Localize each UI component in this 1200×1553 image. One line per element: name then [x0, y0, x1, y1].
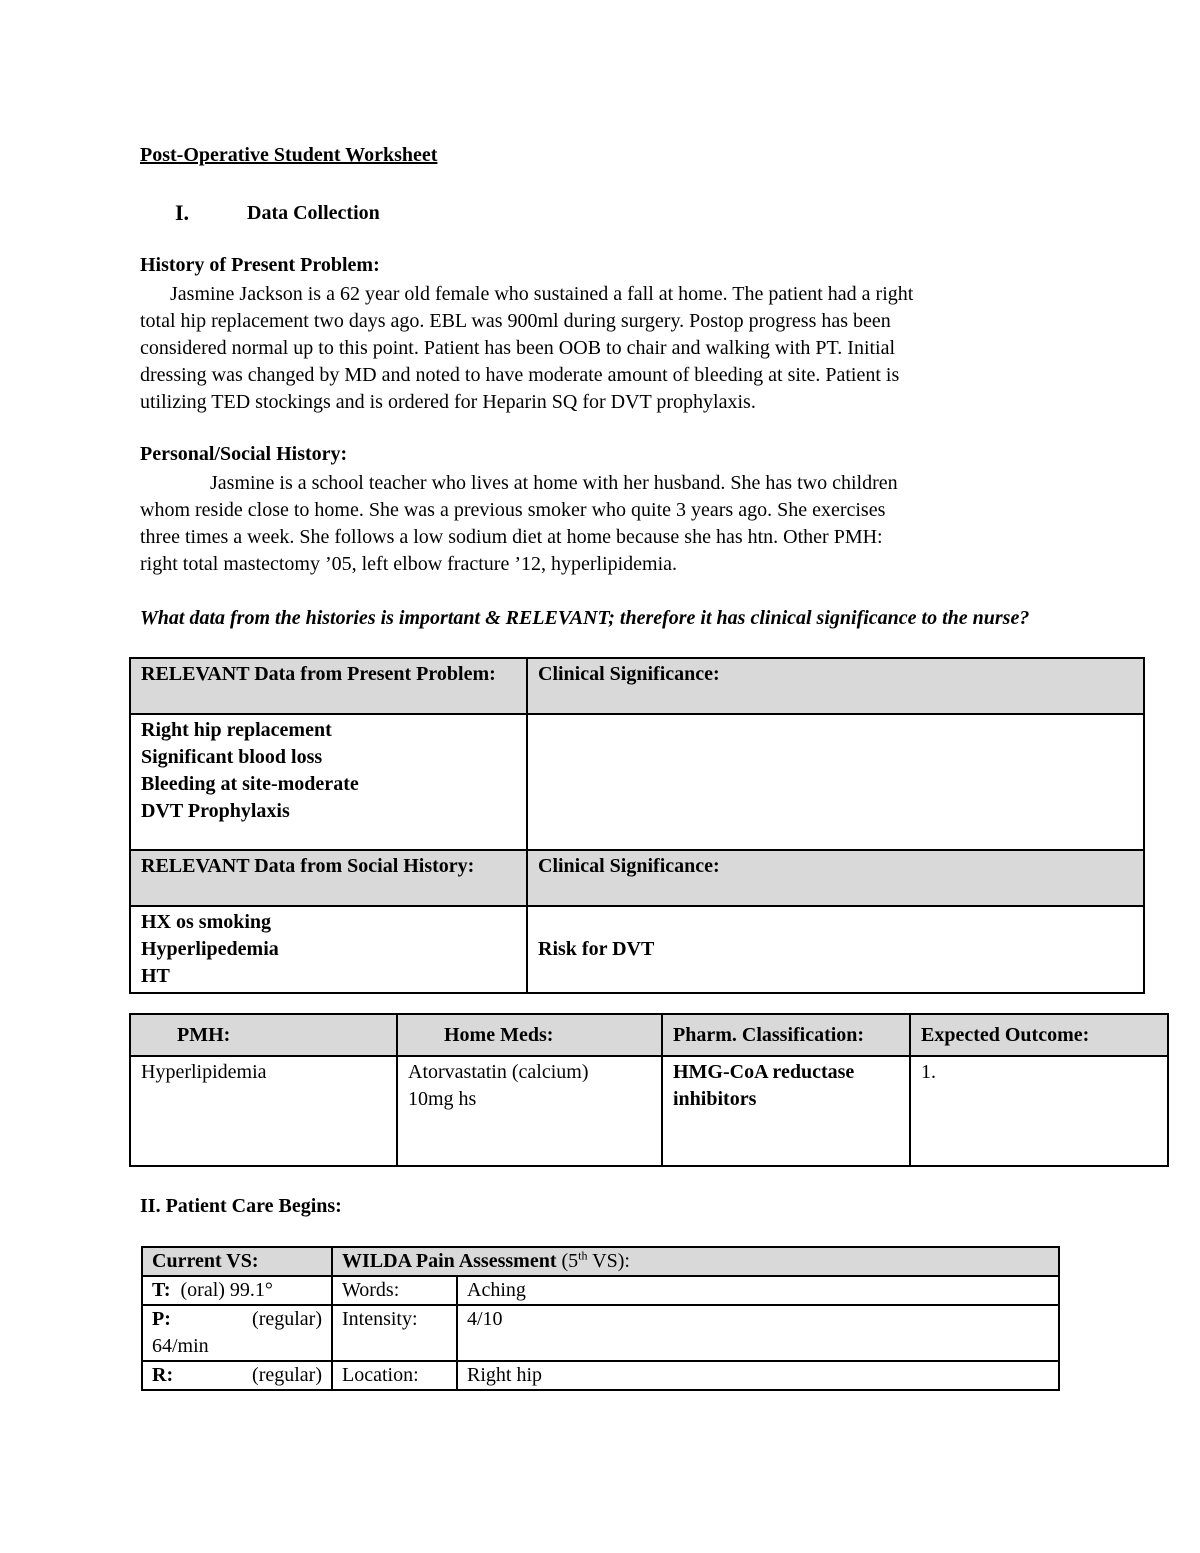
expected-outcome-cell[interactable]: 1.: [910, 1056, 1168, 1166]
pulse-value: 64/min: [152, 1335, 209, 1357]
location-label: Location:: [332, 1361, 457, 1390]
med-line: 10mg hs: [408, 1088, 477, 1110]
wilda-note-post: VS):: [587, 1250, 630, 1272]
pharm-class-header: Pharm. Classification:: [662, 1014, 910, 1056]
resp-label: R:: [152, 1364, 174, 1386]
social-significance-cell[interactable]: Risk for DVT: [527, 906, 1144, 993]
history-line: Jasmine Jackson is a 62 year old female who sustained a fall at home. The patient had a right: [170, 283, 914, 305]
history-line: utilizing TED stockings and is ordered for Heparin SQ for DVT prophylaxis.: [140, 391, 756, 413]
history-line: total hip replacement two days ago. EBL was 900ml during surgery. Postop progress has been: [140, 310, 891, 332]
pmh-cell: Hyperlipidemia: [130, 1056, 397, 1166]
vitals-table: [141, 1246, 1060, 1391]
class-line: HMG-CoA reductase: [673, 1061, 855, 1083]
class-line: inhibitors: [673, 1088, 757, 1110]
present-significance-header: Clinical Significance:: [527, 658, 1144, 714]
home-meds-header: Home Meds:: [397, 1014, 662, 1056]
history-heading: History of Present Problem:: [140, 254, 380, 276]
location-value[interactable]: Right hip: [457, 1361, 1059, 1390]
section-numeral: I.: [175, 200, 190, 225]
present-item: Significant blood loss: [141, 746, 323, 768]
section-heading: Data Collection: [247, 202, 380, 224]
present-item: Bleeding at site-moderate: [141, 773, 359, 795]
social-line: right total mastectomy ’05, left elbow fracture ’12, hyperlipidemia.: [140, 553, 678, 575]
pharm-class-cell: [662, 1056, 910, 1166]
temp-label: T:: [152, 1279, 171, 1301]
wilda-note-sup: th: [578, 1248, 588, 1263]
med-line: Atorvastatin (calcium): [408, 1061, 589, 1083]
present-significance-cell[interactable]: [527, 714, 1144, 850]
intensity-value[interactable]: 4/10: [457, 1305, 1059, 1361]
social-item: Hyperlipedemia: [141, 938, 279, 960]
page-title: Post-Operative Student Worksheet: [140, 144, 438, 166]
social-line: three times a week. She follows a low sodium diet at home because she has htn. Other PMH:: [140, 526, 883, 548]
medications-table: [129, 1013, 1169, 1167]
social-history-cell: [130, 906, 527, 993]
resp-rhythm: (regular): [252, 1364, 322, 1386]
temp-cell: [142, 1276, 332, 1305]
intensity-label: Intensity:: [332, 1305, 457, 1361]
current-vs-header: Current VS:: [142, 1247, 332, 1276]
present-problem-cell: [130, 714, 527, 850]
social-heading: Personal/Social History:: [140, 443, 348, 465]
pulse-label: P:: [152, 1308, 171, 1330]
social-paragraph: [140, 470, 1060, 578]
words-label: Words:: [332, 1276, 457, 1305]
social-line: whom reside close to home. She was a previous smoker who quite 3 years ago. She exercises: [140, 499, 886, 521]
wilda-title: WILDA Pain Assessment: [342, 1250, 557, 1272]
relevant-data-table: [129, 657, 1145, 994]
social-significance-header: Clinical Significance:: [527, 850, 1144, 906]
social-item: HX os smoking: [141, 911, 272, 933]
pulse-rhythm: (regular): [252, 1308, 322, 1330]
history-line: considered normal up to this point. Patient has been OOB to chair and walking with PT. Initial: [140, 337, 896, 359]
home-meds-cell: [397, 1056, 662, 1166]
pulse-cell: [142, 1305, 332, 1361]
resp-cell: [142, 1361, 332, 1390]
section2-heading: II. Patient Care Begins:: [140, 1195, 342, 1217]
pmh-header: PMH:: [130, 1014, 397, 1056]
words-value[interactable]: Aching: [457, 1276, 1059, 1305]
social-history-header: RELEVANT Data from Social History:: [130, 850, 527, 906]
social-item: HT: [141, 965, 170, 987]
history-line: dressing was changed by MD and noted to have moderate amount of bleeding at site. Patient is: [140, 364, 900, 386]
wilda-note-pre: (5: [561, 1250, 579, 1272]
social-line: Jasmine is a school teacher who lives at home with her husband. She has two children: [210, 472, 898, 494]
present-problem-header: RELEVANT Data from Present Problem:: [130, 658, 527, 714]
temp-value: (oral) 99.1°: [180, 1279, 273, 1301]
wilda-header: [332, 1247, 1059, 1276]
history-paragraph: [140, 281, 1060, 416]
expected-outcome-header: Expected Outcome:: [910, 1014, 1168, 1056]
present-item: Right hip replacement: [141, 719, 332, 741]
relevance-question: What data from the histories is important & RELEVANT; therefore it has clinical significance to the nurse?: [140, 607, 1030, 629]
present-item: DVT Prophylaxis: [141, 800, 290, 822]
